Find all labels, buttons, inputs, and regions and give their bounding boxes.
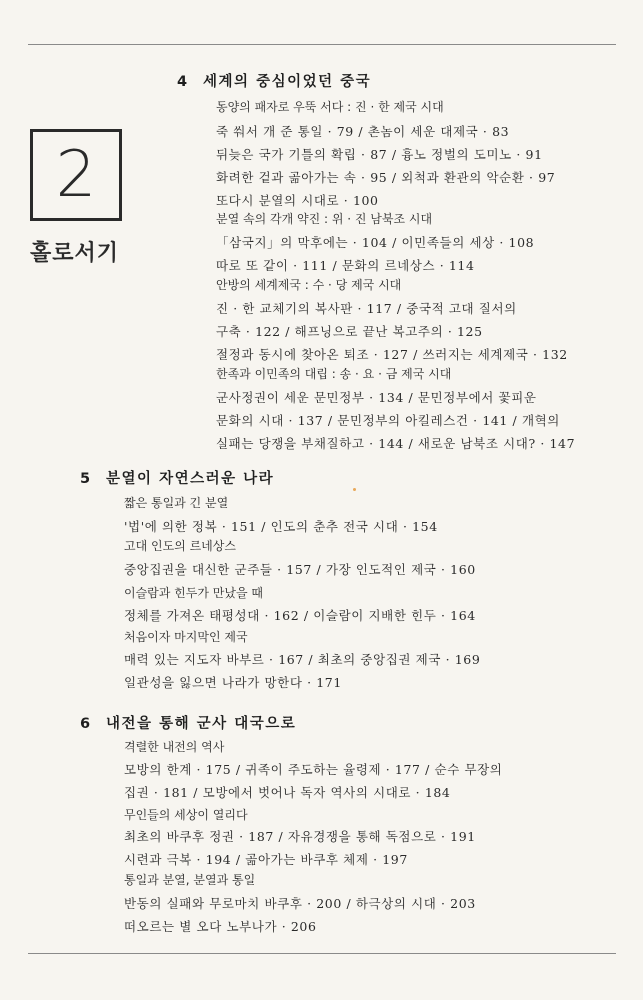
chapter-4-heading: [177, 70, 371, 91]
section-title: 이슬람과 힌두가 만났을 때: [124, 586, 263, 600]
chapter-number: 4: [177, 74, 188, 90]
section-title: 동양의 패자로 우뚝 서다 : 진 · 한 제국 시대: [216, 100, 444, 114]
toc-line: 따로 또 같이 · 111 / 문화의 르네상스 · 114: [216, 258, 475, 273]
chapter-6-heading: [80, 712, 296, 733]
toc-line: 실패는 당쟁을 부채질하고 · 144 / 새로운 남북조 시대? · 147: [216, 436, 576, 451]
section-title: 분열 속의 각개 약진 : 위 · 진 남북조 시대: [216, 212, 433, 226]
chapter-number: 5: [80, 471, 91, 487]
section-title: 한족과 이민족의 대립 : 송 · 요 · 금 제국 시대: [216, 367, 452, 381]
toc-line: 죽 쒀서 개 준 통일 · 79 / 촌놈이 세운 대제국 · 83: [216, 124, 510, 139]
chapter-number: 6: [80, 716, 91, 732]
chapter-title: 분열이 자연스러운 나라: [106, 471, 275, 487]
toc-line: 모방의 한계 · 175 / 귀족이 주도하는 율령제 · 177 / 순수 무장의: [124, 762, 503, 777]
toc-line: 구축 · 122 / 해프닝으로 끝난 복고주의 · 125: [216, 324, 483, 339]
toc-line: 군사정권이 세운 문민정부 · 134 / 문민정부에서 꽃피운: [216, 390, 537, 405]
toc-line: 절정과 동시에 찾아온 퇴조 · 127 / 쓰러지는 세계제국 · 132: [216, 347, 568, 362]
toc-line: 최초의 바쿠후 정권 · 187 / 자유경쟁을 통해 독점으로 · 191: [124, 829, 476, 844]
bottom-rule: [28, 953, 616, 954]
section-title: 짧은 통일과 긴 분열: [124, 496, 229, 510]
toc-line: '법'에 의한 정복 · 151 / 인도의 춘추 전국 시대 · 154: [124, 519, 438, 534]
top-rule: [28, 44, 616, 45]
toc-line: 뒤늦은 국가 기틀의 확립 · 87 / 흉노 정벌의 도미노 · 91: [216, 147, 543, 162]
toc-line: 정체를 가져온 태평성대 · 162 / 이슬람이 지배한 힌두 · 164: [124, 608, 476, 623]
toc-line: 일관성을 잃으면 나라가 망한다 · 171: [124, 675, 342, 690]
toc-line: 집권 · 181 / 모방에서 벗어나 독자 역사의 시대로 · 184: [124, 785, 451, 800]
toc-line: 「삼국지」의 막후에는 · 104 / 이민족들의 세상 · 108: [216, 235, 535, 250]
toc-line: 화려한 겉과 곪아가는 속 · 95 / 외척과 환관의 악순환 · 97: [216, 170, 556, 185]
paper-speck: [353, 488, 356, 491]
part-number: 2: [55, 138, 97, 212]
toc-line: 떠오르는 별 오다 노부나가 · 206: [124, 919, 317, 934]
section-title: 안방의 세계제국 : 수 · 당 제국 시대: [216, 278, 402, 292]
toc-line: 시련과 극복 · 194 / 곪아가는 바쿠후 체제 · 197: [124, 852, 408, 867]
section-title: 격렬한 내전의 역사: [124, 740, 225, 754]
chapter-title: 세계의 중심이었던 중국: [203, 74, 372, 90]
section-title: 고대 인도의 르네상스: [124, 539, 236, 553]
toc-line: 문화의 시대 · 137 / 문민정부의 아킬레스건 · 141 / 개혁의: [216, 413, 560, 428]
section-title: 처음이자 마지막인 제국: [124, 630, 248, 644]
toc-line: 진 · 한 교체기의 복사판 · 117 / 중국적 고대 질서의: [216, 301, 517, 316]
toc-line: 또다시 분열의 시대로 · 100: [216, 193, 379, 208]
toc-line: 매력 있는 지도자 바부르 · 167 / 최초의 중앙집권 제국 · 169: [124, 652, 481, 667]
part-number-box: [30, 129, 122, 221]
toc-line: 반동의 실패와 무로마치 바쿠후 · 200 / 하극상의 시대 · 203: [124, 896, 476, 911]
section-title: 무인들의 세상이 열리다: [124, 808, 248, 822]
toc-line: 중앙집권을 대신한 군주들 · 157 / 가장 인도적인 제국 · 160: [124, 562, 476, 577]
chapter-title: 내전을 통해 군사 대국으로: [106, 716, 297, 732]
part-title: 홀로서기: [30, 241, 120, 266]
chapter-5-heading: [80, 467, 274, 488]
section-title: 통일과 분열, 분열과 통일: [124, 873, 256, 887]
